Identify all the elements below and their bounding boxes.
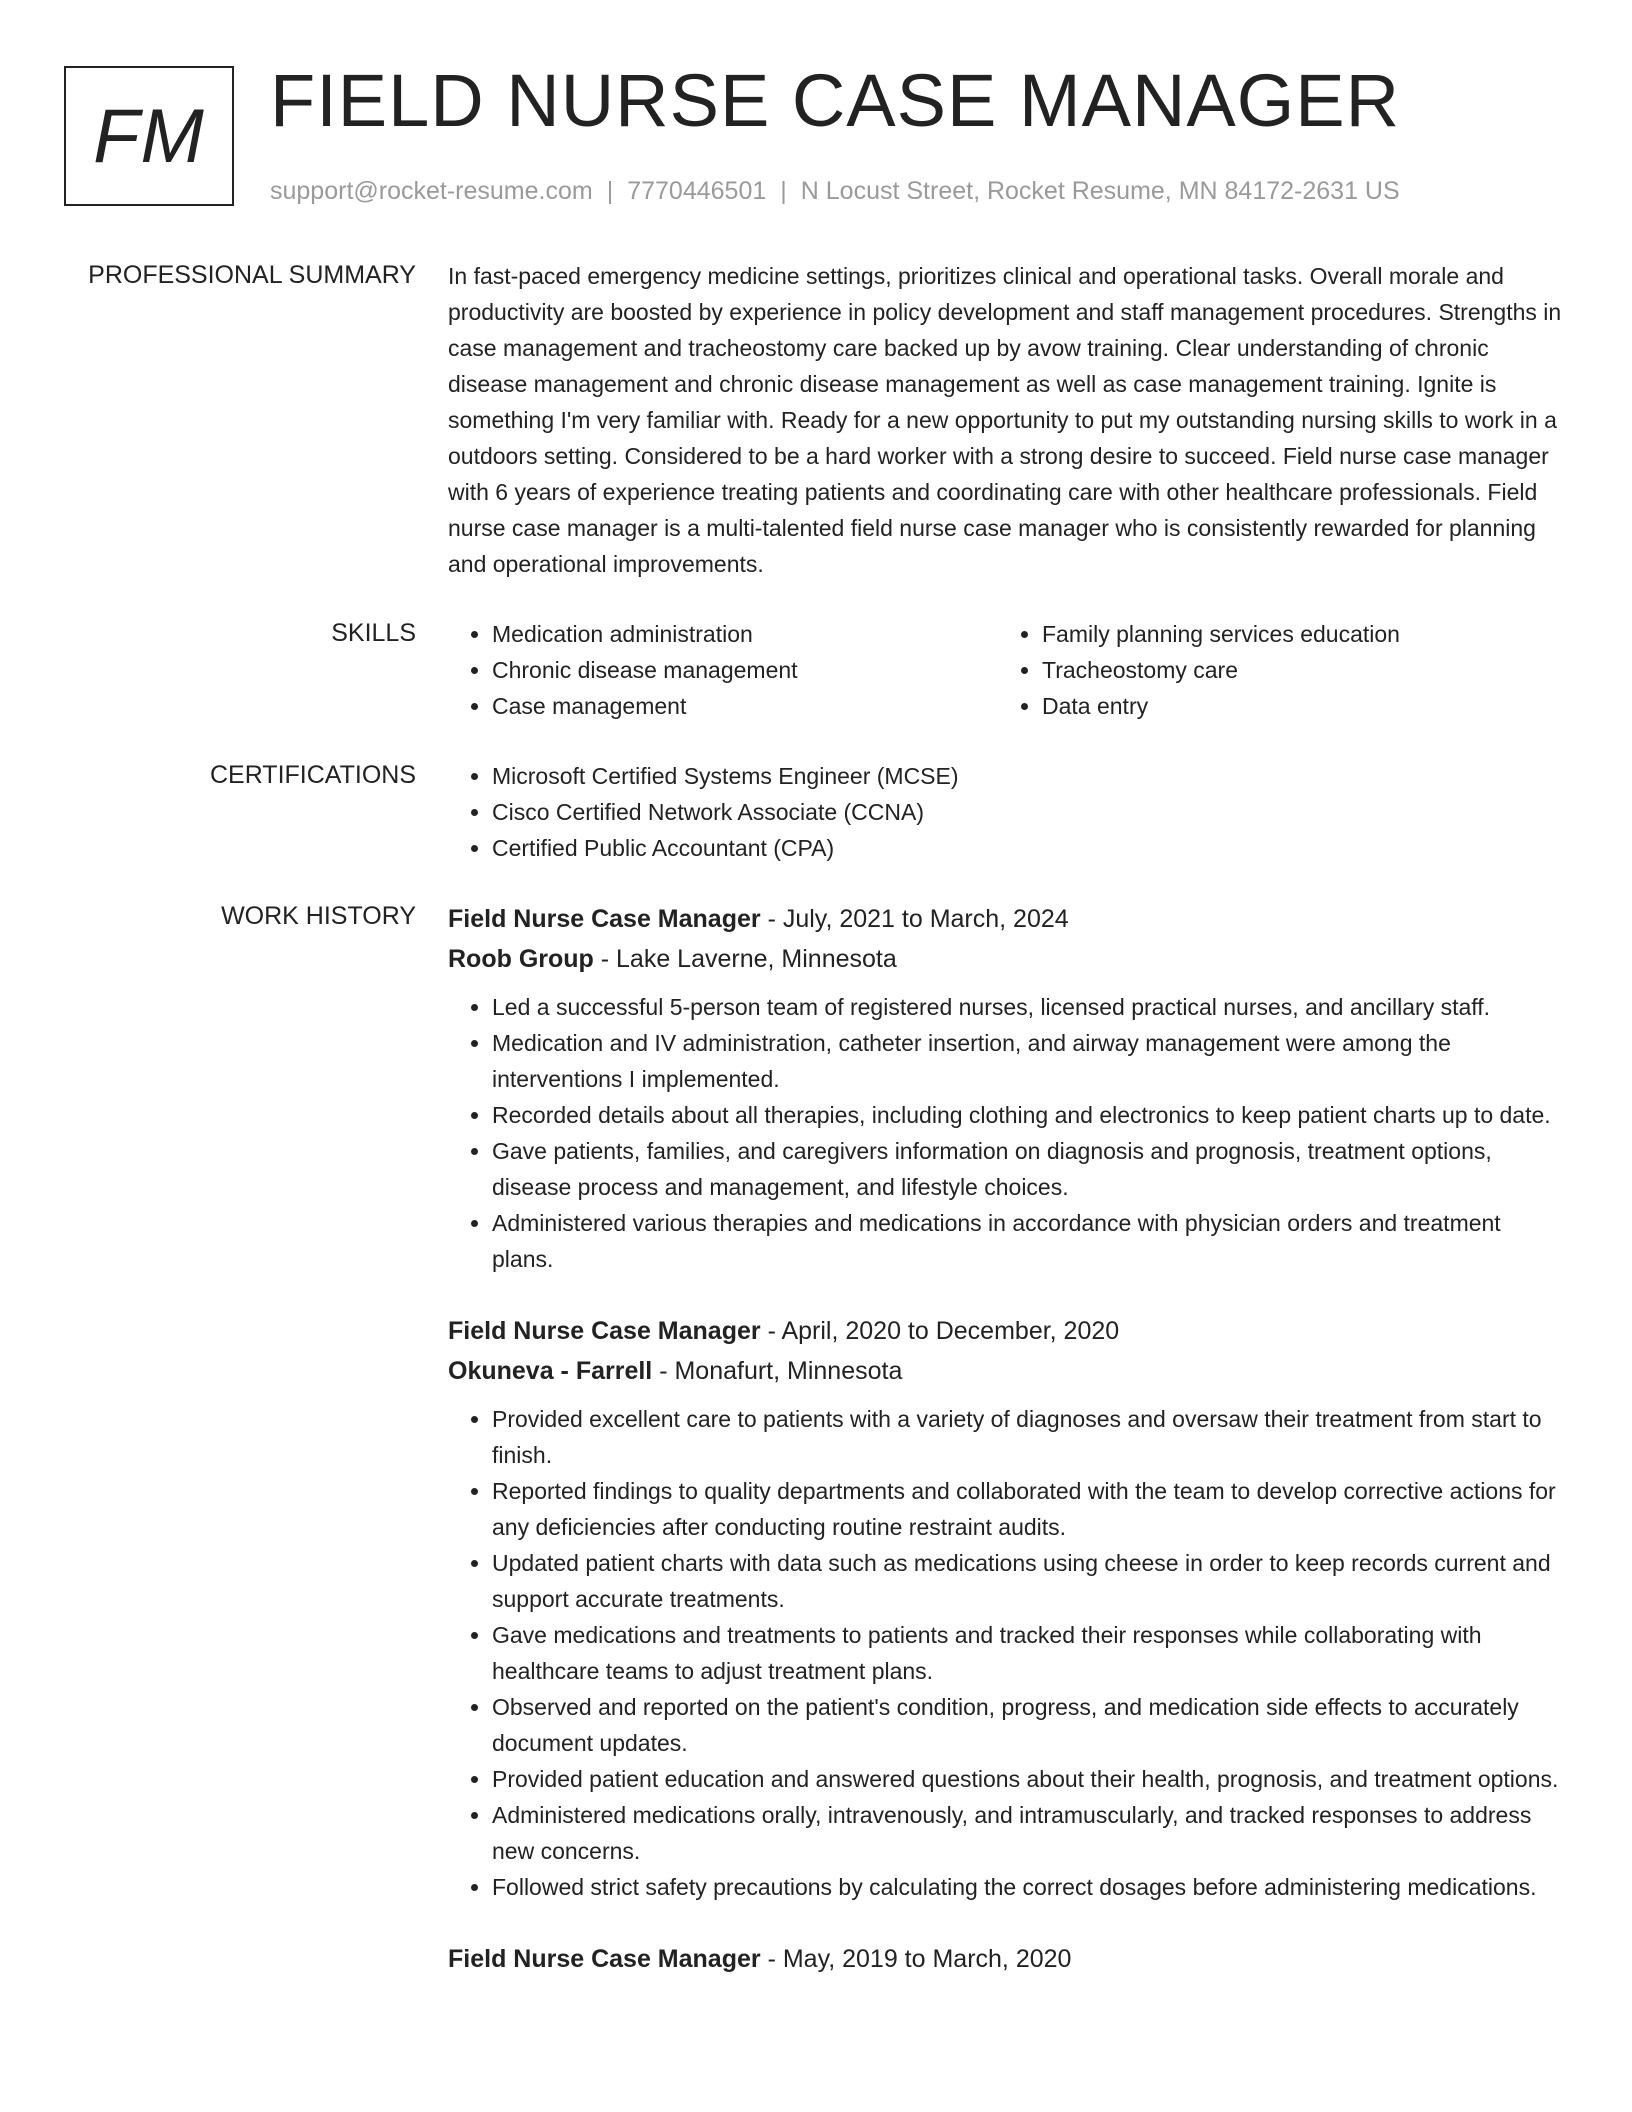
job-bullet: • Followed strict safety precautions by calculating the correct dosages before administering medications.	[492, 1869, 1566, 1905]
certifications-body	[448, 758, 1566, 866]
contact-separator: |	[606, 177, 614, 205]
skill-item: • Chronic disease management	[492, 652, 998, 688]
company-name: Roob Group	[448, 945, 594, 973]
skill-item: • Medication administration	[492, 616, 998, 652]
company-name: Okuneva - Farrell	[448, 1357, 653, 1385]
monogram-box	[64, 66, 234, 206]
job-bullet: • Gave patients, families, and caregivers information on diagnosis and prognosis, treatment options, disease process and management, and lifestyle choices.	[492, 1133, 1566, 1205]
job-bullet: • Observed and reported on the patient's condition, progress, and medication side effects to accurately document updates.	[492, 1689, 1566, 1761]
certification-item: • Cisco Certified Network Associate (CCNA)	[492, 794, 1566, 830]
company-line	[448, 1351, 1566, 1391]
job-bullets	[448, 1401, 1566, 1905]
job-bullet: • Administered various therapies and medications in accordance with physician orders and treatment plans.	[492, 1205, 1566, 1277]
job-entry	[448, 1939, 1566, 1979]
job-bullet: • Provided excellent care to patients with a variety of diagnoses and oversaw their treatment from start to finish.	[492, 1401, 1566, 1473]
job-title-line	[448, 1311, 1566, 1351]
contact-email[interactable]: support@rocket-resume.com	[270, 177, 593, 205]
job-title: Field Nurse Case Manager	[448, 905, 761, 933]
skills-column-1	[448, 616, 998, 724]
skill-item: • Tracheostomy care	[1042, 652, 1548, 688]
job-dates: - May, 2019 to March, 2020	[760, 1945, 1072, 1973]
company-line	[448, 939, 1566, 979]
page-title: FIELD NURSE CASE MANAGER	[270, 59, 1401, 142]
job-bullet: • Medication and IV administration, catheter insertion, and airway management were among the interventions I implemented.	[492, 1025, 1566, 1097]
job-entry	[448, 899, 1566, 1277]
job-dates: - April, 2020 to December, 2020	[760, 1317, 1120, 1345]
skills-grid	[448, 616, 1566, 724]
contact-separator: |	[780, 177, 787, 205]
skills-column-2	[998, 616, 1548, 724]
skills-body	[448, 616, 1566, 724]
job-title: Field Nurse Case Manager	[448, 1317, 761, 1345]
certification-item: • Microsoft Certified Systems Engineer (MCSE)	[492, 758, 1566, 794]
summary-body	[448, 258, 1566, 582]
skill-item: • Family planning services education	[1042, 616, 1548, 652]
section-label-skills: SKILLS	[331, 619, 416, 647]
job-bullet: • Administered medications orally, intravenously, and intramuscularly, and tracked responses to address new concerns.	[492, 1797, 1566, 1869]
job-bullet: • Reported findings to quality departments and collaborated with the team to develop corrective actions for any deficiencies after conducting routine restraint audits.	[492, 1473, 1566, 1545]
job-bullet: • Updated patient charts with data such as medications using cheese in order to keep records current and support accurate treatments.	[492, 1545, 1566, 1617]
certification-item: • Certified Public Accountant (CPA)	[492, 830, 1566, 866]
section-label-work-history: WORK HISTORY	[221, 902, 416, 930]
skill-item: • Case management	[492, 688, 998, 724]
job-bullets	[448, 989, 1566, 1277]
section-label-summary: PROFESSIONAL SUMMARY	[88, 261, 416, 289]
job-bullet: • Led a successful 5-person team of registered nurses, licensed practical nurses, and ancillary staff.	[492, 989, 1566, 1025]
contact-address: N Locust Street, Rocket Resume, MN 84172-2631 US	[800, 177, 1400, 205]
job-entry	[448, 1311, 1566, 1905]
skill-item: • Data entry	[1042, 688, 1548, 724]
monogram-initials: FM	[93, 93, 205, 179]
job-bullet: • Recorded details about all therapies, including clothing and electronics to keep patient charts up to date.	[492, 1097, 1566, 1133]
work-history-body	[448, 899, 1566, 2013]
job-title-line	[448, 899, 1566, 939]
job-bullet: • Gave medications and treatments to patients and tracked their responses while collaborating with healthcare teams to adjust treatment plans.	[492, 1617, 1566, 1689]
contact-phone[interactable]: 7770446501	[627, 177, 767, 205]
job-bullet: • Provided patient education and answered questions about their health, prognosis, and treatment options.	[492, 1761, 1566, 1797]
job-title-line	[448, 1939, 1566, 1979]
company-location: - Monafurt, Minnesota	[652, 1357, 903, 1385]
company-location: - Lake Laverne, Minnesota	[593, 945, 897, 973]
certifications-list	[448, 758, 1566, 866]
contact-line	[270, 174, 1400, 208]
job-title: Field Nurse Case Manager	[448, 1945, 761, 1973]
summary-text: In fast-paced emergency medicine settings, prioritizes clinical and operational tasks. Overall morale and productivity are boosted by experience in policy development and staff management procedures. Strengths in case management and tracheostomy care backed up by avow training. Clear understanding of chronic disease management and chronic disease management as well as case management training. Ignite is something I'm very familiar with. Ready for a new opportunity to put my outstanding nursing skills to work in a outdoors setting. Considered to be a hard worker with a strong desire to succeed. Field nurse case manager with 6 years of experience treating patients and coordinating care with other healthcare professionals. Field nurse case manager is a multi-talented field nurse case manager who is consistently rewarded for planning and operational improvements.	[448, 263, 1562, 577]
section-label-certifications: CERTIFICATIONS	[209, 761, 416, 789]
job-dates: - July, 2021 to March, 2024	[760, 905, 1069, 933]
